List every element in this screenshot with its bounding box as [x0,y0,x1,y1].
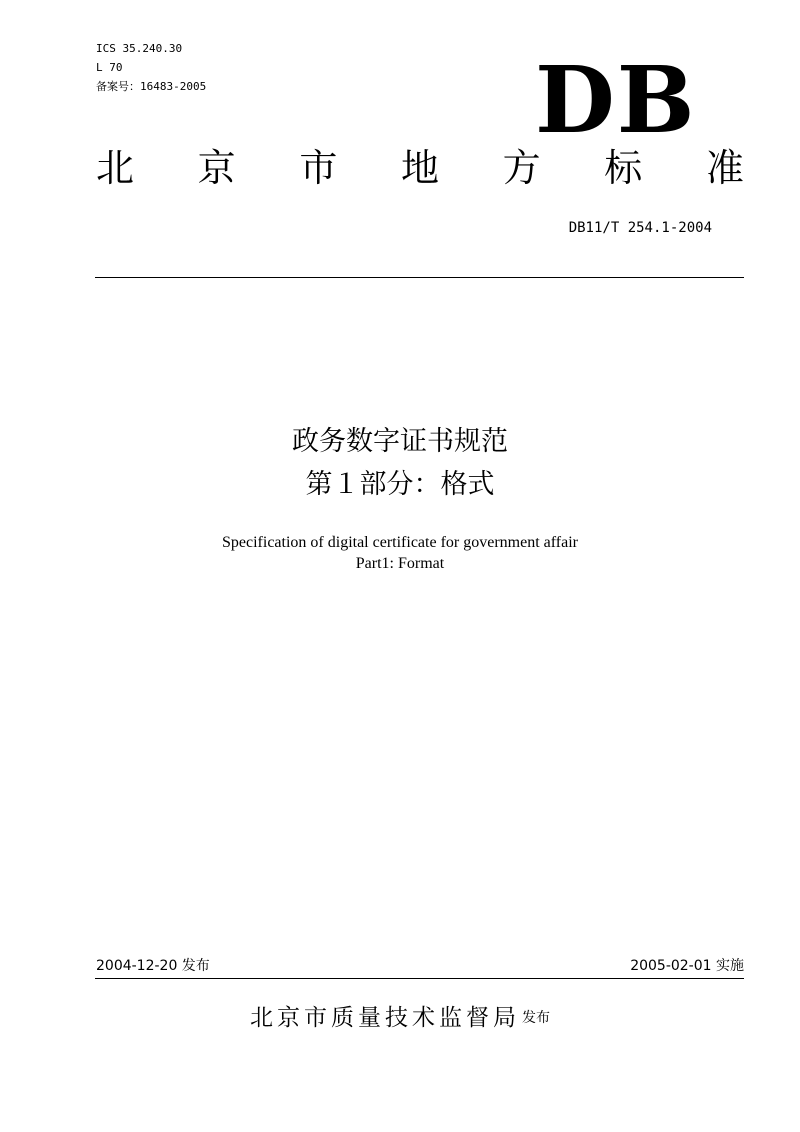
standard-type-char: 北 [96,146,135,190]
chinese-title-line-2: 第１部分：格式 [305,469,495,500]
standard-type-char: 市 [299,146,338,190]
classification-code: L 70 [96,61,123,74]
standard-number: DB11/T 254.1-2004 [568,220,712,236]
standard-type-char: 准 [705,146,744,190]
english-title-line-1: Specification of digital certificate for government affair [222,534,578,551]
issue-date: 2004-12-20 发布 [96,958,210,974]
standard-type-char: 京 [197,146,236,190]
bottom-divider [95,978,744,979]
implementation-date: 2005-02-01 实施 [630,958,744,974]
top-divider [95,277,744,278]
db-logo: DB [535,46,697,154]
filing-number: 备案号：16483-2005 [96,80,207,93]
standard-type-char: 标 [604,146,643,190]
publisher-line [0,1000,800,1036]
standard-type-char: 地 [400,146,439,190]
publisher-action: 发布 [522,1010,550,1026]
standard-type-title [96,144,744,192]
publisher-organization: 北京市质量技术监督局 [250,1005,520,1031]
chinese-title-line-1: 政务数字证书规范 [292,426,508,457]
ics-code: ICS 35.240.30 [96,42,183,55]
english-title-line-2: Part1: Format [355,555,445,572]
standard-type-char: 方 [502,146,541,190]
